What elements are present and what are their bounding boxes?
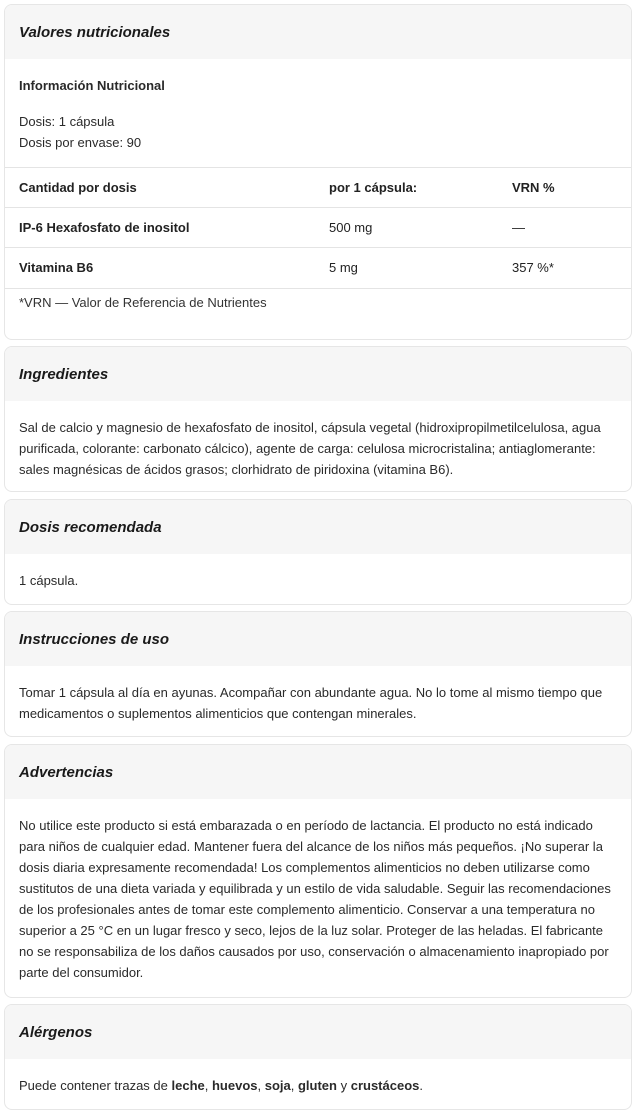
allergen-item: leche bbox=[171, 1078, 205, 1093]
header-vrn: VRN % bbox=[512, 168, 631, 208]
nutrition-intro bbox=[5, 59, 631, 153]
dose-text: 1 cápsula. bbox=[19, 573, 79, 588]
instructions-title: Instrucciones de uso bbox=[5, 612, 631, 666]
row-vrn: — bbox=[512, 208, 631, 248]
row-amount: 5 mg bbox=[329, 248, 512, 288]
ingredients-title: Ingredientes bbox=[5, 347, 631, 401]
allergens-card bbox=[4, 1004, 632, 1110]
servings-per-container: Dosis por envase: 90 bbox=[19, 135, 142, 150]
ingredients-text: Sal de calcio y magnesio de hexafosfato de inositol, cápsula vegetal (hidroxipropilmetilcelulosa, agua purificada, colorante: carbonato cálcico), agente de carga: celulosa microcristalina; antiaglomerante: sales magnésicas de ácidos grasos; clorhidrato de piridoxina (vitamina B6). bbox=[19, 420, 601, 477]
warnings-text: No utilice este producto si está embarazada o en período de lactancia. El producto no está indicado para niños de cualquier edad. Mantener fuera del alcance de los niños más pequeños. ¡No superar la dosis diaria expresamente recomendada! Los complementos alimenticios no deben utilizarse como sustitutos de una dieta variada y equilibrada y un estilo de vida saludable. Seguir las recomendaciones de los profesionales antes de tomar este complemento alimenticio. Conservar a una temperatura no superior a 25 °C en un lugar fresco y seco, lejos de la luz solar. Proteger de las heladas. El fabricante no se responsabiliza de los daños causados por uso, conservación o almacenamiento inapropiado por parte del consumidor. bbox=[19, 818, 611, 980]
row-nutrient: IP-6 Hexafosfato de inositol bbox=[5, 208, 329, 248]
nutrition-subtitle: Información Nutricional bbox=[19, 78, 165, 93]
allergens-text: Puede contener trazas de leche, huevos, soja, gluten y crustáceos. bbox=[19, 1078, 423, 1093]
warnings-card bbox=[4, 744, 632, 998]
table-row bbox=[5, 248, 631, 288]
dose-card bbox=[4, 499, 632, 605]
nutrition-card bbox=[4, 4, 632, 340]
vrn-footnote: *VRN — Valor de Referencia de Nutrientes bbox=[19, 294, 267, 310]
serving-size: Dosis: 1 cápsula bbox=[19, 114, 115, 129]
ingredients-card bbox=[4, 346, 632, 492]
nutrition-table bbox=[5, 167, 631, 288]
allergen-item: huevos bbox=[211, 1078, 258, 1093]
row-nutrient: Vitamina B6 bbox=[5, 248, 329, 288]
dose-title: Dosis recomendada bbox=[5, 500, 631, 554]
row-amount: 500 mg bbox=[329, 208, 512, 248]
nutrition-title: Valores nutricionales bbox=[5, 5, 631, 59]
allergen-item: gluten bbox=[297, 1078, 337, 1093]
warnings-title: Advertencias bbox=[5, 745, 631, 799]
allergens-prefix: Puede contener trazas de bbox=[19, 1078, 172, 1093]
row-vrn: 357 %* bbox=[512, 248, 631, 288]
header-quantity: Cantidad por dosis bbox=[5, 168, 329, 208]
header-per-capsule: por 1 cápsula: bbox=[329, 168, 512, 208]
allergen-item: crustáceos bbox=[350, 1078, 420, 1093]
allergens-title: Alérgenos bbox=[5, 1005, 631, 1059]
instructions-text: Tomar 1 cápsula al día en ayunas. Acompañar con abundante agua. No lo tome al mismo tiempo que medicamentos o suplementos alimenticios que contengan minerales. bbox=[19, 685, 603, 721]
instructions-card bbox=[4, 611, 632, 737]
nutrition-table-header bbox=[5, 168, 631, 208]
table-row bbox=[5, 208, 631, 248]
allergen-item: soja bbox=[264, 1078, 291, 1093]
